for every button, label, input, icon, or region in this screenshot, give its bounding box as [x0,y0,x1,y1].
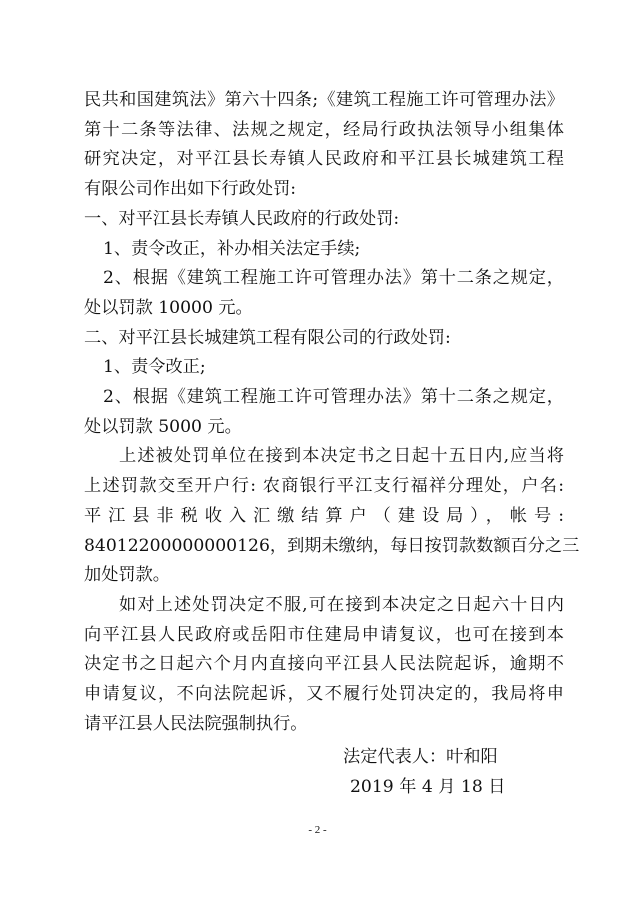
body-line: 84012200000000126，到期未缴纳，每日按罚款数额百分之三 [84,535,580,556]
body-line: 第十二条等法律、法规之规定，经局行政执法领导小组集体 [84,119,564,140]
body-line: 请平江县人民法院强制执行。 [84,713,308,734]
list-item: 2、根据《建筑工程施工许可管理办法》第十二条之规定， [103,268,564,289]
body-line: 民共和国建筑法》第六十四条;《建筑工程施工许可管理办法》 [84,90,564,110]
body-line: 处以罚款 5000 元。 [84,416,242,437]
body-line: 向平江县人民政府或岳阳市住建局申请复议，也可在接到本 [84,624,564,645]
body-line: 研究决定，对平江县长寿镇人民政府和平江县长城建筑工程 [84,149,564,170]
list-item: 1、责令改正，补办相关法定手续; [103,238,361,259]
body-line: 申请复议，不向法院起诉，又不履行处罚决定的，我局将申 [84,684,564,704]
list-item: 1、责令改正; [103,357,206,378]
section-heading: 二、对平江县长城建筑工程有限公司的行政处罚: [84,327,451,348]
body-line: 加处罚款。 [84,565,170,586]
signature-date: 2019 年 4 月 18 日 [350,777,506,798]
section-heading: 一、对平江县长寿镇人民政府的行政处罚: [84,208,400,229]
body-line: 平江县非税收入汇缴结算户（建设局），帐号: [84,505,564,526]
body-line: 如对上述处罚决定不服,可在接到本决定之日起六十日内 [119,594,564,615]
body-line: 有限公司作出如下行政处罚: [84,179,297,200]
body-line: 上述被处罚单位在接到本决定书之日起十五日内,应当将 [119,446,564,467]
body-line: 决定书之日起六个月内直接向平江县人民法院起诉，逾期不 [84,654,564,675]
list-item: 2、根据《建筑工程施工许可管理办法》第十二条之规定， [103,387,564,407]
legal-representative: 法定代表人：叶和阳 [343,747,498,768]
body-line: 处以罚款 10000 元。 [84,297,253,318]
body-line: 上述罚款交至开户行: 农商银行平江支行福祥分理处，户名: [84,476,564,497]
page-number: - 2 - [308,824,327,836]
